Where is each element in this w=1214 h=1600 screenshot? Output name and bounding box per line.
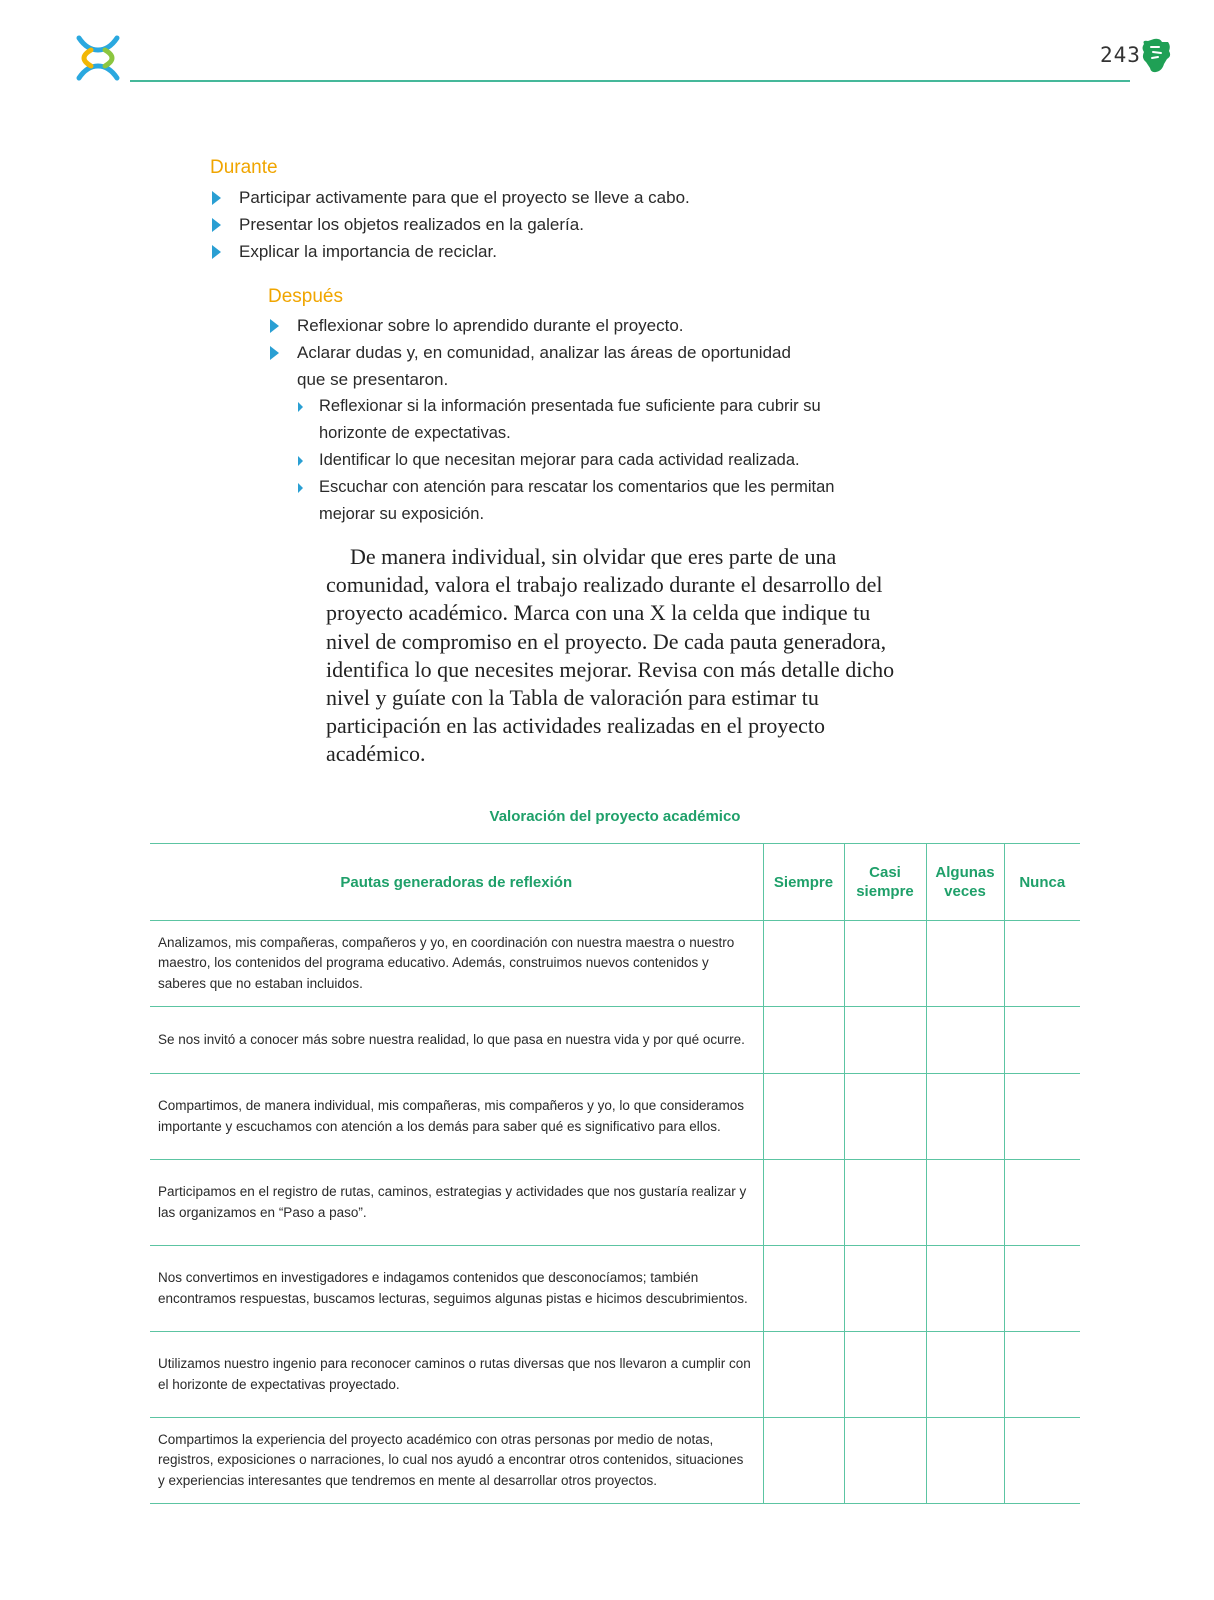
table-row — [150, 1332, 1080, 1418]
list-item: Reflexionar si la información presentada fue suficiente para cubrir su horizonte de expectativas. — [296, 393, 861, 447]
table-row — [150, 1418, 1080, 1504]
corner-emblem-icon — [1140, 38, 1172, 74]
despues-list — [268, 312, 818, 393]
cell-siempre[interactable] — [763, 1418, 844, 1504]
table-caption: Valoración del proyecto académico — [489, 808, 741, 825]
cell-casi-siempre[interactable] — [844, 921, 926, 1007]
cell-nunca[interactable] — [1004, 1074, 1080, 1160]
section-title-despues: Después — [268, 286, 343, 307]
list-item: Participar activamente para que el proyecto se lleve a cabo. — [210, 184, 770, 211]
arrow-bullet-icon — [270, 346, 279, 360]
page-number: 243 — [1100, 43, 1141, 67]
row-statement: Se nos invitó a conocer más sobre nuestra realidad, lo que pasa en nuestra vida y por qué ocurre. — [150, 1007, 763, 1074]
cell-nunca[interactable] — [1004, 921, 1080, 1007]
cell-nunca[interactable] — [1004, 1332, 1080, 1418]
cell-nunca[interactable] — [1004, 1160, 1080, 1246]
row-statement: Compartimos, de manera individual, mis compañeras, mis compañeros y yo, lo que consideramos importante y escuchamos con atención a los demás para saber qué es significativo para ellos. — [150, 1074, 763, 1160]
cell-nunca[interactable] — [1004, 1007, 1080, 1074]
list-item: Escuchar con atención para rescatar los comentarios que les permitan mejorar su exposición. — [296, 474, 861, 528]
row-statement: Nos convertimos en investigadores e indagamos contenidos que desconocíamos; también encontramos respuestas, buscamos lecturas, seguimos algunas pistas e hicimos descubrimientos. — [150, 1246, 763, 1332]
cell-algunas-veces[interactable] — [926, 921, 1004, 1007]
table-row — [150, 1007, 1080, 1074]
cell-casi-siempre[interactable] — [844, 1074, 926, 1160]
cell-siempre[interactable] — [763, 1074, 844, 1160]
column-header-nunca: Nunca — [1004, 844, 1080, 921]
cell-siempre[interactable] — [763, 921, 844, 1007]
cell-siempre[interactable] — [763, 1007, 844, 1074]
cell-nunca[interactable] — [1004, 1418, 1080, 1504]
cell-algunas-veces[interactable] — [926, 1246, 1004, 1332]
logo-icon — [73, 34, 123, 82]
table-row — [150, 1160, 1080, 1246]
small-arrow-bullet-icon — [298, 456, 303, 466]
column-header-casi-siempre: Casi siempre — [844, 844, 926, 921]
cell-casi-siempre[interactable] — [844, 1332, 926, 1418]
list-item: Identificar lo que necesitan mejorar para cada actividad realizada. — [296, 447, 861, 474]
small-arrow-bullet-icon — [298, 402, 303, 412]
arrow-bullet-icon — [270, 319, 279, 333]
cell-algunas-veces[interactable] — [926, 1074, 1004, 1160]
list-item: Aclarar dudas y, en comunidad, analizar las áreas de oportunidad que se presentaron. — [268, 339, 818, 393]
table-row — [150, 1246, 1080, 1332]
small-arrow-bullet-icon — [298, 483, 303, 493]
arrow-bullet-icon — [212, 245, 221, 259]
cell-casi-siempre[interactable] — [844, 1160, 926, 1246]
cell-siempre[interactable] — [763, 1160, 844, 1246]
column-header-pautas: Pautas generadoras de reflexión — [150, 844, 763, 921]
assessment-table — [150, 843, 1080, 1504]
row-statement: Analizamos, mis compañeras, compañeros y yo, en coordinación con nuestra maestra o nuestro maestro, los contenidos del programa educativo. Además, construimos nuevos contenidos y saberes que no estaban incluidos. — [150, 921, 763, 1007]
cell-algunas-veces[interactable] — [926, 1007, 1004, 1074]
table-header-row — [150, 844, 1080, 921]
row-statement: Utilizamos nuestro ingenio para reconocer caminos o rutas diversas que nos llevaron a cumplir con el horizonte de expectativas proyectado. — [150, 1332, 763, 1418]
header-divider — [130, 80, 1130, 82]
cell-algunas-veces[interactable] — [926, 1160, 1004, 1246]
cell-siempre[interactable] — [763, 1332, 844, 1418]
table-row — [150, 921, 1080, 1007]
cell-nunca[interactable] — [1004, 1246, 1080, 1332]
table-row — [150, 1074, 1080, 1160]
column-header-siempre: Siempre — [763, 844, 844, 921]
column-header-algunas-veces: Algunas veces — [926, 844, 1004, 921]
section-title-durante: Durante — [210, 157, 278, 178]
durante-list — [210, 184, 770, 265]
arrow-bullet-icon — [212, 191, 221, 205]
despues-sublist — [296, 393, 861, 528]
list-item: Presentar los objetos realizados en la galería. — [210, 211, 770, 238]
cell-algunas-veces[interactable] — [926, 1418, 1004, 1504]
list-item: Explicar la importancia de reciclar. — [210, 238, 770, 265]
row-statement: Compartimos la experiencia del proyecto académico con otras personas por medio de notas, registros, exposiciones o narraciones, lo cual nos ayudó a encontrar otros contenidos, situaciones y experiencias interesantes que tendremos en mente al desarrollar otros proyectos. — [150, 1418, 763, 1504]
cell-casi-siempre[interactable] — [844, 1007, 926, 1074]
cell-siempre[interactable] — [763, 1246, 844, 1332]
row-statement: Participamos en el registro de rutas, caminos, estrategias y actividades que nos gustaría realizar y las organizamos en “Paso a paso”. — [150, 1160, 763, 1246]
instructions-paragraph: De manera individual, sin olvidar que eres parte de una comunidad, valora el trabajo realizado durante el desarrollo del proyecto académico. Marca con una X la celda que indique tu nivel de compromiso en el proyecto. De cada pauta generadora, identifica lo que necesites mejorar. Revisa con más detalle dicho nivel y guíate con la Tabla de valoración para estimar tu participación en las actividades realizadas en el proyecto académico. — [326, 544, 895, 767]
cell-algunas-veces[interactable] — [926, 1332, 1004, 1418]
cell-casi-siempre[interactable] — [844, 1418, 926, 1504]
cell-casi-siempre[interactable] — [844, 1246, 926, 1332]
arrow-bullet-icon — [212, 218, 221, 232]
list-item: Reflexionar sobre lo aprendido durante el proyecto. — [268, 312, 818, 339]
